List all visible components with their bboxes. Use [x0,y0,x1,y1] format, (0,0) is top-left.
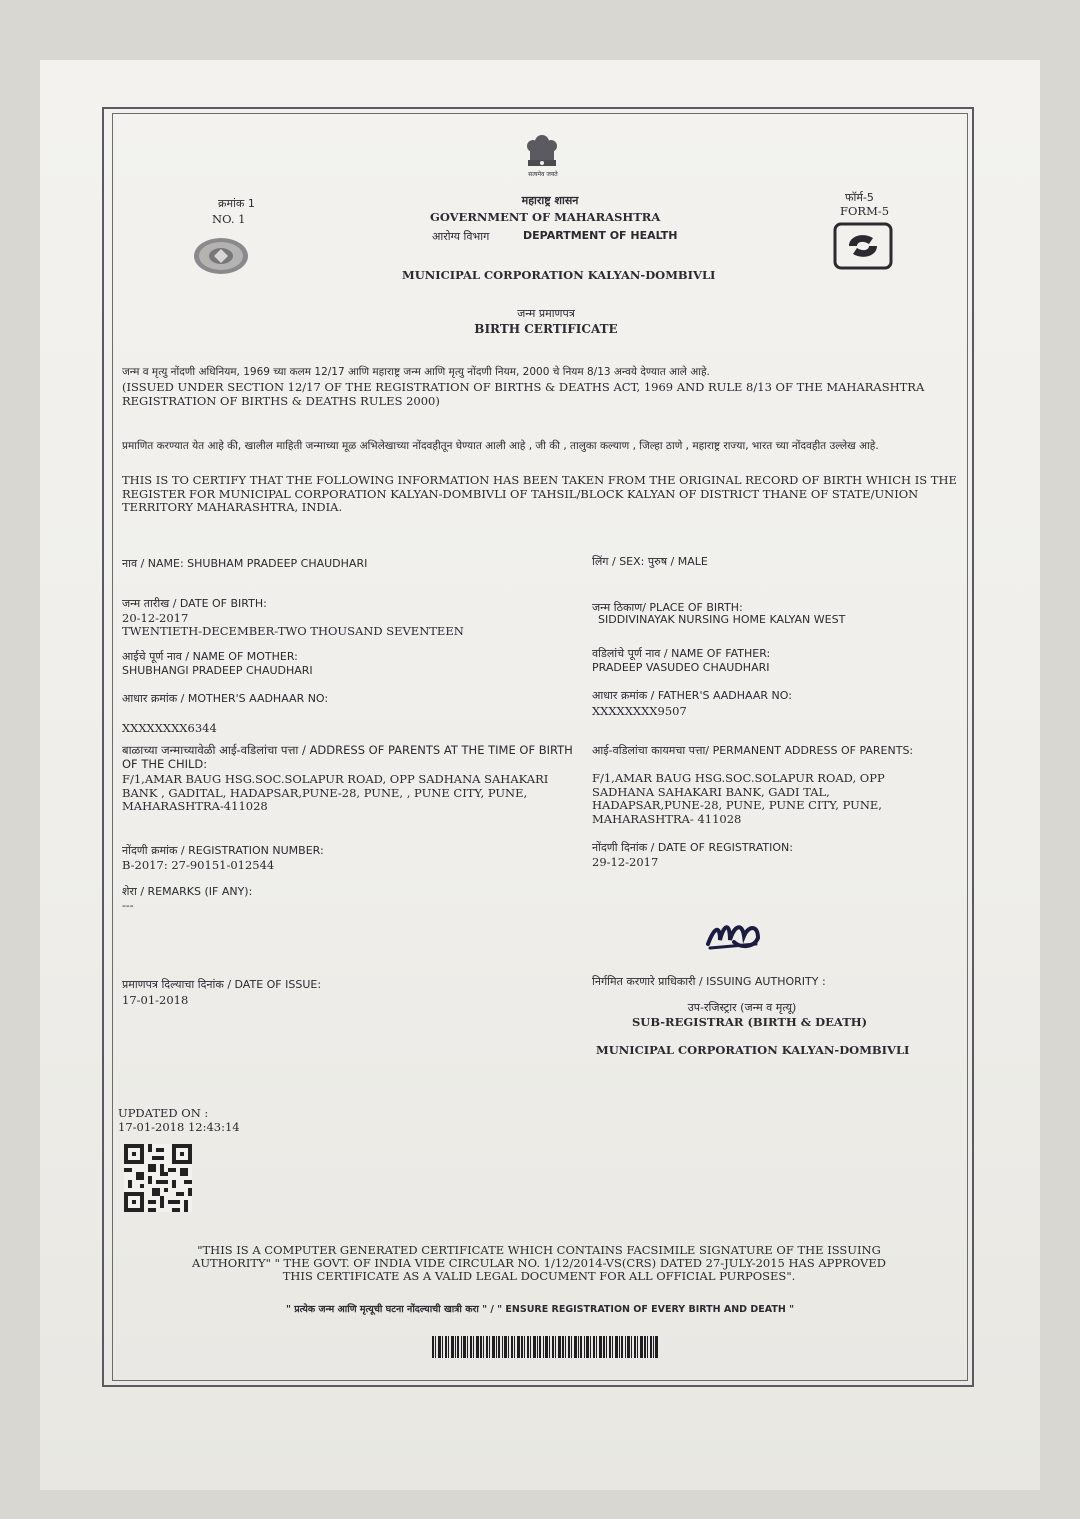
qr-code [124,1144,192,1212]
issuing-authority-label: निर्गमित करणारे प्राधिकारी / ISSUING AUTHORITY : [592,975,826,988]
child-sex: लिंग / SEX: पुरुष / MALE [592,555,708,568]
father-name-value: PRADEEP VASUDEO CHAUDHARI [592,661,770,674]
issue-date-value: 17-01-2018 [122,993,189,1007]
health-logo-icon [833,222,893,270]
dob-label: जन्म तारीख / DATE OF BIRTH: [122,597,267,610]
ensure-registration-slogan: " प्रत्येक जन्म आणि मृत्यूची घटना नोंदल्याची खात्री करा " / " ENSURE REGISTRATION OF EVERY BIRTH AND DEATH " [285,1304,795,1315]
pob-value: SIDDIVINAYAK NURSING HOME KALYAN WEST [598,613,846,626]
father-name-label: वडिलांचे पूर्ण नाव / NAME OF FATHER: [592,647,771,660]
state-seal-icon [192,236,250,276]
sub-registrar-mr: उप-रजिस्ट्रार (जन्म व मृत्यू) [687,1001,797,1014]
serial-number-mr: क्रमांक 1 [218,197,255,210]
computer-generated-note: "THIS IS A COMPUTER GENERATED CERTIFICATE WHICH CONTAINS FACSIMILE SIGNATURE OF THE ISSUING AUTHORITY" " THE GOVT. OF INDIA VIDE CIRCULAR NO. 1/12/2014-VS(CRS) DATED 27-JULY-2015 HAS APPROVED THIS CERTIFICATE AS A VALID LEGAL DOCUMENT FOR ALL OFFICIAL PURPOSES". [192,1243,886,1283]
issued-under-en: (ISSUED UNDER SECTION 12/17 OF THE REGISTRATION OF BIRTHS & DEATHS ACT, 1969 AND RULE 8/13 OF THE MAHARASHTRA REGISTRATION OF BIRTHS & DEATHS RULES 2000) [122,380,925,408]
dob-value: 20-12-2017 [122,611,189,625]
mother-name-value: SHUBHANGI PRADEEP CHAUDHARI [122,664,313,677]
sub-registrar-en: SUB-REGISTRAR (BIRTH & DEATH) [632,1015,868,1029]
registration-date-value: 29-12-2017 [592,855,659,869]
updated-on-label: UPDATED ON : [118,1106,209,1120]
address-at-birth-label: बाळाच्या जन्माच्यावेळी आई-वडिलांचा पत्ता / ADDRESS OF PARENTS AT THE TIME OF BIRTH OF THE CHILD: [122,743,573,771]
form-number-en: FORM-5 [840,204,890,218]
form-number-mr: फॉर्म-5 [845,191,874,204]
address-at-birth-value: F/1,AMAR BAUG HSG.SOC.SOLAPUR ROAD, OPP SADHANA SAHAKARI BANK , GADITAL, HADAPSAR,PUNE-28, PUNE, , PUNE CITY, PUNE, MAHARASHTRA-411028 [122,772,549,813]
remarks-value: --- [122,898,134,912]
mother-aadhaar-value: XXXXXXXX6344 [122,721,217,735]
dept-name-mr: आरोग्य विभाग [432,230,490,243]
serial-number-en: NO. 1 [212,212,246,226]
certificate-title-en: BIRTH CERTIFICATE [474,322,618,336]
registration-number-value: B-2017: 27-90151-012544 [122,858,275,872]
father-aadhaar-label: आधार क्रमांक / FATHER'S AADHAAR NO: [592,689,792,702]
permanent-address-value: F/1,AMAR BAUG HSG.SOC.SOLAPUR ROAD, OPP SADHANA SAHAKARI BANK, GADI TAL, HADAPSAR,PUNE-28, PUNE, PUNE CITY, PUNE, MAHARASHTRA- 411028 [592,771,885,826]
mother-aadhaar-label: आधार क्रमांक / MOTHER'S AADHAAR NO: [122,692,329,705]
authority-corporation: MUNICIPAL CORPORATION KALYAN-DOMBIVLI [596,1043,910,1057]
corporation-name: MUNICIPAL CORPORATION KALYAN-DOMBIVLI [402,268,716,282]
emblem-motto: सत्यमेव जयते [528,171,558,178]
issue-date-label: प्रमाणपत्र दिल्याचा दिनांक / DATE OF ISSUE: [122,978,322,991]
govt-name-mr: महाराष्ट्र शासन [521,194,579,207]
updated-on-value: 17-01-2018 12:43:14 [118,1120,240,1134]
govt-name-en: GOVERNMENT OF MAHARASHTRA [430,210,661,224]
dob-in-words: TWENTIETH-DECEMBER-TWO THOUSAND SEVENTEEN [122,624,464,638]
pob-label: जन्म ठिकाण/ PLACE OF BIRTH: [592,601,743,614]
certify-statement-en: THIS IS TO CERTIFY THAT THE FOLLOWING INFORMATION HAS BEEN TAKEN FROM THE ORIGINAL RECORD OF BIRTH WHICH IS THE REGISTER FOR MUNICIPAL CORPORATION KALYAN-DOMBIVLI OF TAHSIL/BLOCK KALYAN OF DISTRICT THANE OF STATE/UNION TERRITORY MAHARASHTRA, INDIA. [122,473,957,514]
child-name: नाव / NAME: SHUBHAM PRADEEP CHAUDHARI [122,557,368,570]
barcode [432,1336,658,1358]
certify-statement-mr: प्रमाणित करण्यात येत आहे की, खालील माहिती जन्माच्या मूळ अभिलेखाच्या नोंदवहीतून घेण्यात आली आहे , जी की , तालुका कल्याण , जिल्हा ठाणे , महाराष्ट्र राज्या, भारत च्या नोंदवहीत उल्लेख आहे. [122,440,879,452]
remarks-label: शेरा / REMARKS (IF ANY): [122,885,253,898]
registration-date-label: नोंदणी दिनांक / DATE OF REGISTRATION: [592,841,793,854]
dept-name-en: DEPARTMENT OF HEALTH [523,229,678,242]
registration-number-label: नोंदणी क्रमांक / REGISTRATION NUMBER: [122,844,324,857]
facsimile-signature [704,914,762,954]
issued-under-mr: जन्म व मृत्यु नोंदणी अधिनियम, 1969 च्या कलम 12/17 आणि महाराष्ट्र जन्म आणि मृत्यु नोंदणी नियम, 2000 चे नियम 8/13 अन्वये देण्यात आले आहे. [122,366,710,378]
mother-name-label: आईचे पूर्ण नाव / NAME OF MOTHER: [122,650,298,663]
permanent-address-label: आई-वडिलांचा कायमचा पत्ता/ PERMANENT ADDRESS OF PARENTS: [592,744,914,757]
certificate-title-mr: जन्म प्रमाणपत्र [517,307,575,320]
father-aadhaar-value: XXXXXXXX9507 [592,704,687,718]
